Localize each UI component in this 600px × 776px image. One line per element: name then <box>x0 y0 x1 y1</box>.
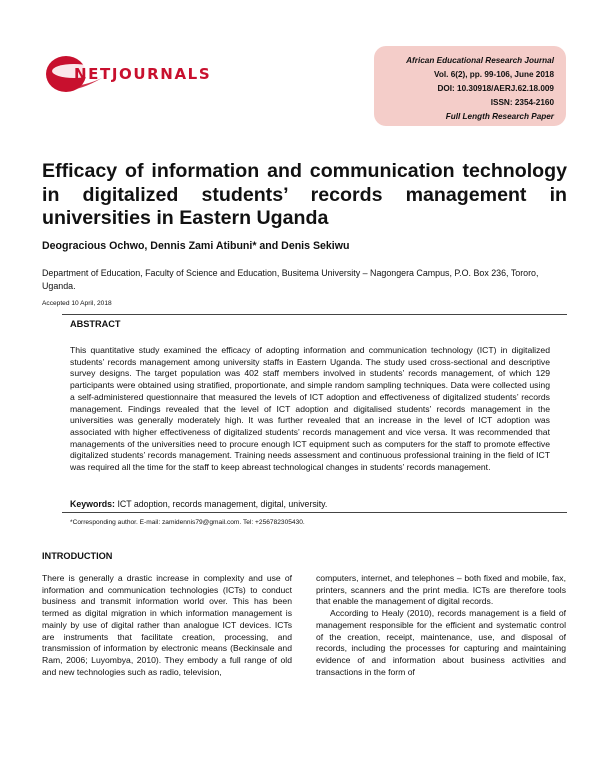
keywords-text: ICT adoption, records management, digital, university. <box>117 499 328 509</box>
logo-wordmark: NETJOURNALS <box>74 65 212 83</box>
intro-paragraph-2: computers, internet, and telephones – both fixed and mobile, fax, printers, scanners and the print media. ICTs are therefore tools that enable the management of digital records. <box>316 573 566 607</box>
keywords-label: Keywords: <box>70 499 115 509</box>
affiliation: Department of Education, Faculty of Science and Education, Busitema University – Nagongera Campus, P.O. Box 236, Tororo, Uganda. <box>42 268 539 291</box>
left-column <box>42 573 292 678</box>
abstract-section <box>62 314 567 474</box>
abstract-top-rule <box>62 314 567 315</box>
accepted-date: Accepted 10 April, 2018 <box>42 300 112 307</box>
paper-title: Efficacy of information and communication technology in digitalized students’ records management in universities in Eastern Uganda <box>42 160 567 229</box>
article-type: Full Length Research Paper <box>445 112 554 121</box>
journal-name: African Educational Research Journal <box>406 56 554 65</box>
journal-doi: DOI: 10.30918/AERJ.62.18.009 <box>437 84 554 93</box>
publisher-logo <box>44 52 214 102</box>
introduction-heading: INTRODUCTION <box>42 551 113 561</box>
abstract-heading: ABSTRACT <box>70 319 121 329</box>
journal-volume: Vol. 6(2), pp. 99-106, June 2018 <box>434 70 554 79</box>
keywords-rule <box>62 512 567 513</box>
intro-paragraph-1: There is generally a drastic increase in complexity and use of information and communication technologies (ICTs) to conduct business and transmit information world over. This has been termed as digital migration in which information management is mainly by use of digital rather than analogue ICT devices. ICTs are instruments that facilitate creation, processing, and transmission of information by electronic means (Beckinsale and Ram, 2006; Luyombya, 2010). They embody a full range of old and new technologies such as radio, television, <box>42 573 292 677</box>
author-list: Deogracious Ochwo, Dennis Zami Atibuni* and Denis Sekiwu <box>42 240 350 252</box>
journal-issn: ISSN: 2354-2160 <box>490 98 554 107</box>
abstract-text: This quantitative study examined the efficacy of adopting information and communication technology (ICT) in digitalized students’ records management among university staffs in Eastern Uganda. The study used cross-sectional and descriptive survey designs. The target population was 402 staff members involved in students’ records management, of which 129 participants were obtained using stratified, proportionate, and simple random sampling techniques. Data were collected using a self-administered questionnaire that measured the levels of ICT adoption and effectiveness of digitalized students’ records management. Findings revealed that the level of ICT adoption and digitalised students’ records management in the universities was generally moderately high. It was further revealed that an increase in the level of ICT adoption was associated with higher effectiveness of digitalized students’ records management and vice versa. It was recommended that managements of the universities need to procure enough ICT equipment such as computers for the staff to promote effective digitalized students’ records management. Training needs assessment and continuous professional training in the field of ICT was required all the time for the staff to keep abreast technological changes in students’ records management. <box>70 345 550 473</box>
corresponding-author: *Corresponding author. E-mail: zamidennis79@gmail.com. Tel: +256782305430. <box>70 519 305 526</box>
intro-paragraph-3: According to Healy (2010), records management is a field of management responsible for the efficient and systematic control of the creation, receipt, maintenance, use, and disposal of records, including the processes for capturing and maintaining evidence of and information about business activities and transactions in the form of <box>316 608 566 677</box>
journal-info-box <box>374 46 566 126</box>
right-column <box>316 573 566 678</box>
keywords-line <box>70 499 327 509</box>
